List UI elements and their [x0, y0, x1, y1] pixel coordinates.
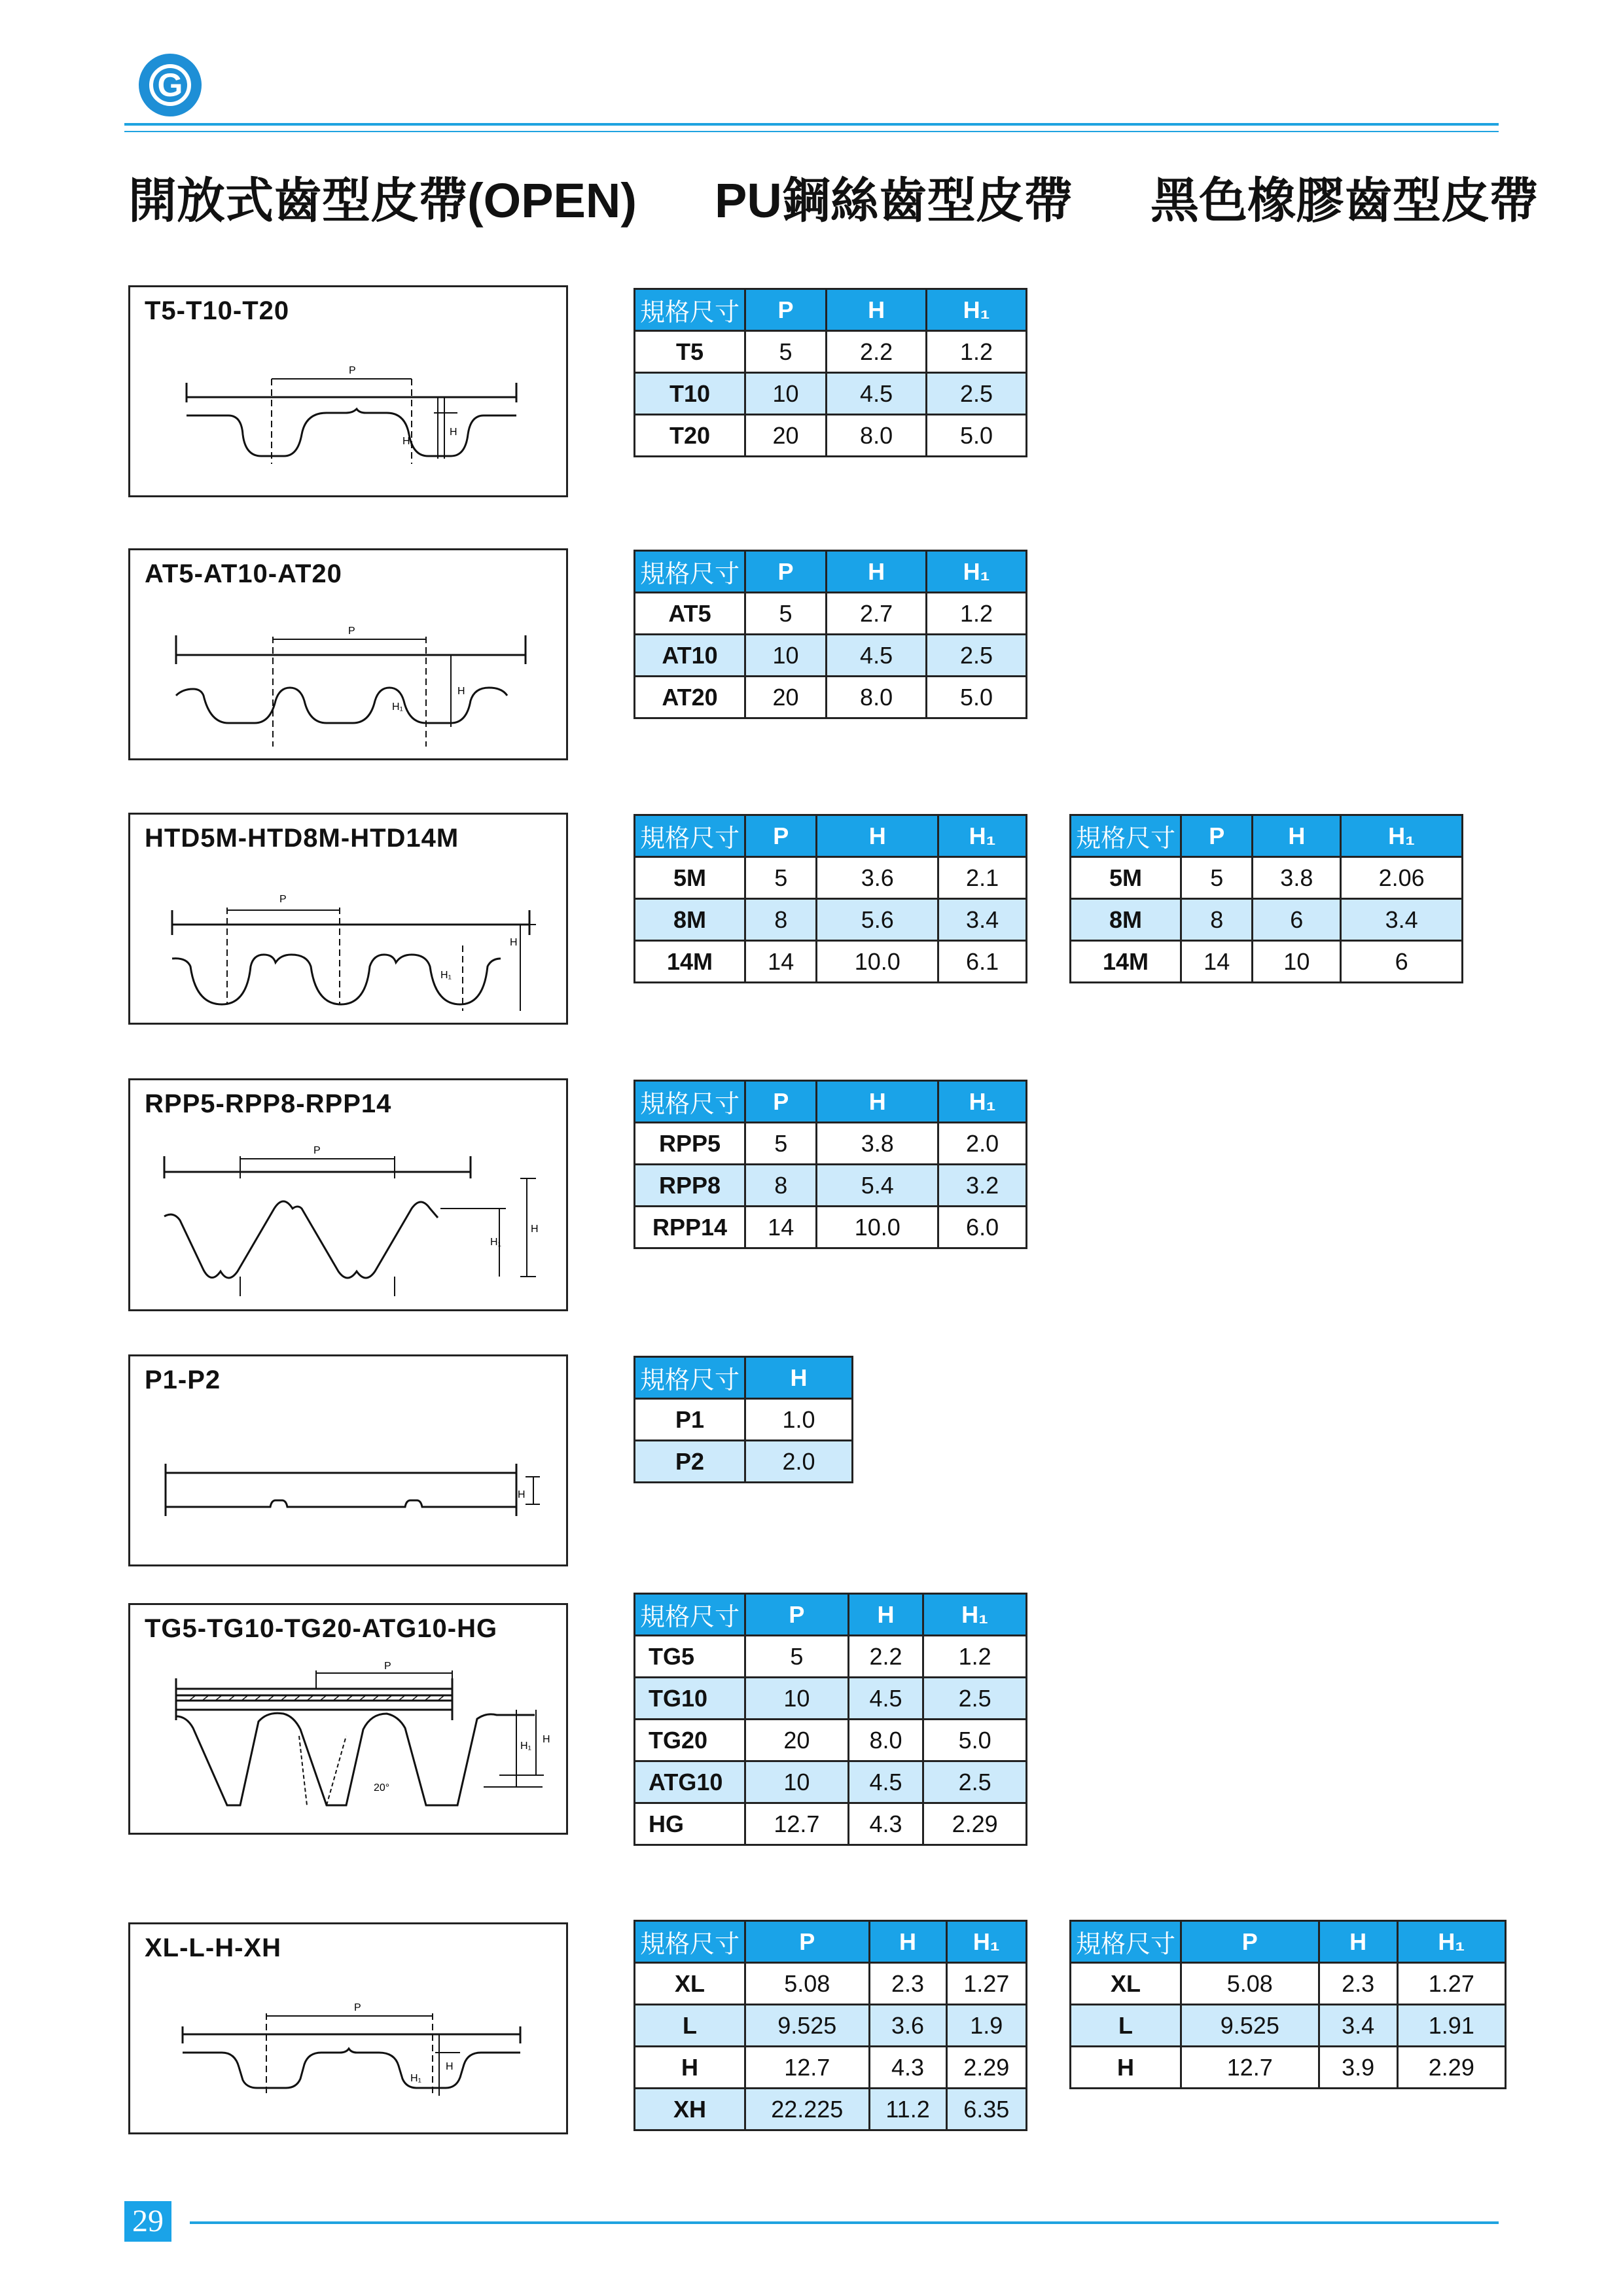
title-rubber-belt: 黑色橡膠齒型皮帶	[1150, 173, 1538, 228]
table-row	[635, 635, 1027, 677]
table-cell: 20	[745, 677, 827, 718]
belt-profile-diagram	[130, 550, 570, 762]
col-header: 規格尺寸	[635, 289, 745, 331]
table-cell: T5	[635, 331, 745, 373]
table-cell: 10.0	[817, 941, 938, 983]
table-cell: XL	[635, 1963, 745, 2005]
table-cell: 2.0	[938, 1123, 1027, 1165]
col-header: H	[817, 815, 938, 857]
table-cell: 4.5	[848, 1678, 923, 1720]
table-cell: 2.06	[1341, 857, 1463, 899]
table-cell: 8	[1181, 899, 1253, 941]
table-cell: ATG10	[635, 1761, 745, 1803]
col-header: P	[745, 1921, 870, 1963]
table-cell: 2.3	[1319, 1963, 1397, 2005]
spec-table-xl-rubber	[1069, 1920, 1507, 2089]
table-cell: 10	[745, 1761, 849, 1803]
table-cell: 2.2	[848, 1636, 923, 1678]
table-header-row	[635, 551, 1027, 593]
table-cell: 4.3	[869, 2047, 946, 2089]
table-header-row	[635, 1594, 1027, 1636]
label-h1: H₁	[402, 436, 414, 447]
table-cell: 20	[745, 415, 827, 457]
table-row	[635, 1636, 1027, 1678]
table-cell: 1.91	[1397, 2005, 1505, 2047]
table-cell: 9.525	[745, 2005, 870, 2047]
table-cell: 10	[745, 1678, 849, 1720]
label-h: H	[450, 427, 457, 438]
company-logo	[139, 54, 202, 116]
table-cell: 4.3	[848, 1803, 923, 1845]
header-rule-top	[124, 123, 1499, 126]
table-row	[635, 1123, 1027, 1165]
belt-profile-diagram	[130, 1356, 570, 1568]
table-cell: 5.4	[817, 1165, 938, 1207]
col-header: H	[848, 1594, 923, 1636]
table-cell: 8M	[1071, 899, 1181, 941]
table-cell: 5M	[1071, 857, 1181, 899]
table-cell: 5	[745, 857, 817, 899]
table-cell: 8	[745, 1165, 817, 1207]
table-header-row	[635, 815, 1027, 857]
table-row	[635, 1207, 1027, 1248]
col-header: H₁	[927, 551, 1027, 593]
col-header: 規格尺寸	[635, 1921, 745, 1963]
table-cell: 5.08	[745, 1963, 870, 2005]
belt-profile-diagram	[130, 1080, 570, 1313]
table-cell: 1.2	[927, 593, 1027, 635]
table-cell: 4.5	[848, 1761, 923, 1803]
diagram-title: HTD5M-HTD8M-HTD14M	[145, 824, 459, 853]
table-cell: 5.0	[927, 677, 1027, 718]
table-cell: TG10	[635, 1678, 745, 1720]
col-header: H	[1253, 815, 1341, 857]
table-cell: 10	[745, 373, 827, 415]
table-header-row	[635, 1081, 1027, 1123]
table-cell: 2.5	[927, 635, 1027, 677]
table-cell: 12.7	[745, 2047, 870, 2089]
diagram-title: XL-L-H-XH	[145, 1934, 281, 1962]
col-header: H	[827, 551, 927, 593]
col-header: 規格尺寸	[635, 815, 745, 857]
title-open-belt: 開放式齒型皮帶(OPEN)	[128, 173, 637, 228]
col-header: 規格尺寸	[1071, 815, 1181, 857]
col-header: 規格尺寸	[635, 551, 745, 593]
table-cell: 20	[745, 1720, 849, 1761]
table-row	[635, 1165, 1027, 1207]
table-cell: 5	[1181, 857, 1253, 899]
table-cell: 2.3	[869, 1963, 946, 2005]
label-h1: H₁	[392, 701, 403, 713]
table-row	[635, 373, 1027, 415]
table-cell: XH	[635, 2089, 745, 2130]
table-row	[635, 331, 1027, 373]
table-cell: T10	[635, 373, 745, 415]
table-header-row	[1071, 815, 1463, 857]
table-row	[635, 2047, 1027, 2089]
table-cell: 11.2	[869, 2089, 946, 2130]
table-cell: 6.1	[938, 941, 1027, 983]
table-cell: P2	[635, 1441, 745, 1483]
col-header: P	[745, 1081, 817, 1123]
table-cell: 5.0	[923, 1720, 1027, 1761]
header-rule-thin	[124, 131, 1499, 132]
table-cell: 1.27	[946, 1963, 1026, 2005]
table-row	[635, 1399, 853, 1441]
table-row	[635, 941, 1027, 983]
table-cell: 10.0	[817, 1207, 938, 1248]
col-header: P	[745, 551, 827, 593]
col-header: H₁	[927, 289, 1027, 331]
label-p: P	[279, 894, 287, 905]
label-h1: H₁	[410, 2073, 421, 2084]
table-cell: 5.08	[1181, 1963, 1319, 2005]
table-row	[635, 2089, 1027, 2130]
label-h: H	[518, 1489, 526, 1500]
table-cell: 5	[745, 1636, 849, 1678]
table-cell: 2.7	[827, 593, 927, 635]
diagram-box-rpp	[128, 1078, 568, 1311]
table-row	[635, 677, 1027, 718]
col-header: H	[827, 289, 927, 331]
label-p: P	[348, 626, 355, 637]
table-cell: 3.6	[869, 2005, 946, 2047]
table-cell: 2.29	[1397, 2047, 1505, 2089]
label-p: P	[313, 1145, 321, 1156]
diagram-box-xl	[128, 1922, 568, 2134]
spec-table-t	[633, 288, 1027, 457]
spec-table-p	[633, 1356, 853, 1483]
table-row	[635, 899, 1027, 941]
col-header: 規格尺寸	[635, 1357, 745, 1399]
table-cell: 2.5	[927, 373, 1027, 415]
table-cell: AT10	[635, 635, 745, 677]
table-row	[635, 1678, 1027, 1720]
table-cell: L	[1071, 2005, 1181, 2047]
table-cell: 1.2	[927, 331, 1027, 373]
table-cell: 6	[1253, 899, 1341, 941]
table-cell: 1.2	[923, 1636, 1027, 1678]
col-header: P	[1181, 1921, 1319, 1963]
table-cell: XL	[1071, 1963, 1181, 2005]
belt-profile-diagram	[130, 287, 570, 499]
col-header: 規格尺寸	[635, 1081, 745, 1123]
diagram-title: RPP5-RPP8-RPP14	[145, 1089, 392, 1118]
col-header: P	[1181, 815, 1253, 857]
table-row	[635, 1761, 1027, 1803]
table-cell: 3.2	[938, 1165, 1027, 1207]
col-header: P	[745, 289, 827, 331]
table-cell: 14M	[1071, 941, 1181, 983]
table-row	[1071, 941, 1463, 983]
table-row	[635, 1963, 1027, 2005]
table-row	[1071, 1963, 1506, 2005]
table-cell: 3.4	[938, 899, 1027, 941]
table-cell: P1	[635, 1399, 745, 1441]
table-cell: 2.5	[923, 1761, 1027, 1803]
table-cell: 1.9	[946, 2005, 1026, 2047]
table-cell: 1.27	[1397, 1963, 1505, 2005]
table-cell: 2.0	[745, 1441, 853, 1483]
table-cell: AT5	[635, 593, 745, 635]
diagram-title: TG5-TG10-TG20-ATG10-HG	[145, 1614, 498, 1643]
spec-table-htd-pu	[633, 814, 1027, 983]
page-number: 29	[124, 2201, 171, 2242]
label-h: H	[543, 1734, 550, 1745]
table-cell: 8.0	[848, 1720, 923, 1761]
title-pu-belt: PU鋼絲齒型皮帶	[715, 173, 1073, 228]
table-cell: TG5	[635, 1636, 745, 1678]
table-cell: 8.0	[827, 415, 927, 457]
label-h: H	[457, 686, 465, 697]
diagram-title: AT5-AT10-AT20	[145, 559, 342, 588]
table-cell: 5M	[635, 857, 745, 899]
col-header: P	[745, 815, 817, 857]
table-row	[1071, 2047, 1506, 2089]
label-h: H	[510, 937, 518, 948]
col-header: 規格尺寸	[1071, 1921, 1181, 1963]
col-header: H₁	[923, 1594, 1027, 1636]
table-cell: RPP14	[635, 1207, 745, 1248]
table-header-row	[1071, 1921, 1506, 1963]
table-cell: AT20	[635, 677, 745, 718]
table-cell: H	[635, 2047, 745, 2089]
table-cell: 3.8	[817, 1123, 938, 1165]
col-header: H₁	[1397, 1921, 1505, 1963]
table-cell: T20	[635, 415, 745, 457]
table-cell: 22.225	[745, 2089, 870, 2130]
diagram-box-htd	[128, 813, 568, 1025]
spec-table-tg	[633, 1593, 1027, 1846]
table-cell: 14	[1181, 941, 1253, 983]
table-cell: RPP5	[635, 1123, 745, 1165]
label-p: P	[354, 2002, 361, 2013]
label-h: H	[446, 2061, 454, 2072]
label-h: H	[531, 1224, 539, 1235]
spec-table-at	[633, 550, 1027, 719]
table-cell: 12.7	[745, 1803, 849, 1845]
table-cell: H	[1071, 2047, 1181, 2089]
table-row	[635, 415, 1027, 457]
table-cell: TG20	[635, 1720, 745, 1761]
table-cell: 3.6	[817, 857, 938, 899]
table-cell: L	[635, 2005, 745, 2047]
table-cell: 12.7	[1181, 2047, 1319, 2089]
col-header: H₁	[946, 1921, 1026, 1963]
col-header: H₁	[938, 815, 1027, 857]
table-row	[635, 593, 1027, 635]
table-cell: 8	[745, 899, 817, 941]
diagram-title: P1-P2	[145, 1366, 221, 1394]
table-cell: 2.2	[827, 331, 927, 373]
table-header-row	[635, 1921, 1027, 1963]
table-cell: 6.0	[938, 1207, 1027, 1248]
table-cell: 3.8	[1253, 857, 1341, 899]
col-header: H	[745, 1357, 853, 1399]
label-h1: H₁	[520, 1740, 531, 1752]
table-row	[635, 2005, 1027, 2047]
table-cell: 2.5	[923, 1678, 1027, 1720]
table-cell: 8.0	[827, 677, 927, 718]
col-header: H	[869, 1921, 946, 1963]
table-header-row	[635, 289, 1027, 331]
diagram-box-p	[128, 1354, 568, 1566]
belt-profile-diagram	[130, 1605, 570, 1837]
col-header: 規格尺寸	[635, 1594, 745, 1636]
footer-rule	[190, 2221, 1499, 2224]
belt-profile-diagram	[130, 815, 570, 1027]
label-h1: H₁	[490, 1237, 501, 1248]
table-cell: 4.5	[827, 373, 927, 415]
label-p: P	[349, 365, 356, 376]
table-row	[635, 857, 1027, 899]
table-row	[1071, 899, 1463, 941]
table-row	[1071, 857, 1463, 899]
table-cell: 5	[745, 331, 827, 373]
table-cell: 5.0	[927, 415, 1027, 457]
table-row	[635, 1720, 1027, 1761]
table-cell: 14	[745, 941, 817, 983]
table-cell: 1.0	[745, 1399, 853, 1441]
spec-table-rpp	[633, 1080, 1027, 1249]
col-header: H	[1319, 1921, 1397, 1963]
table-cell: 5	[745, 593, 827, 635]
table-cell: 10	[745, 635, 827, 677]
table-cell: 9.525	[1181, 2005, 1319, 2047]
table-cell: 3.4	[1341, 899, 1463, 941]
table-header-row	[635, 1357, 853, 1399]
diagram-box-t	[128, 285, 568, 497]
table-cell: RPP8	[635, 1165, 745, 1207]
table-cell: 3.4	[1319, 2005, 1397, 2047]
logo-letter: G	[157, 67, 183, 103]
table-cell: 10	[1253, 941, 1341, 983]
table-cell: HG	[635, 1803, 745, 1845]
spec-table-htd-rubber	[1069, 814, 1463, 983]
table-row	[635, 1803, 1027, 1845]
table-cell: 5.6	[817, 899, 938, 941]
diagram-box-tg	[128, 1603, 568, 1835]
table-cell: 6	[1341, 941, 1463, 983]
col-header: H₁	[1341, 815, 1463, 857]
belt-profile-diagram	[130, 1924, 570, 2136]
table-row	[635, 1441, 853, 1483]
table-cell: 2.29	[946, 2047, 1026, 2089]
col-header: H	[817, 1081, 938, 1123]
label-angle: 20°	[374, 1782, 390, 1793]
col-header: H₁	[938, 1081, 1027, 1123]
table-cell: 14	[745, 1207, 817, 1248]
label-h1: H₁	[440, 970, 452, 981]
label-p: P	[384, 1661, 391, 1672]
diagram-title: T5-T10-T20	[145, 296, 290, 325]
col-header: P	[745, 1594, 849, 1636]
spec-table-xl-pu	[633, 1920, 1027, 2131]
table-cell: 8M	[635, 899, 745, 941]
table-cell: 5	[745, 1123, 817, 1165]
table-cell: 2.29	[923, 1803, 1027, 1845]
table-row	[1071, 2005, 1506, 2047]
table-cell: 14M	[635, 941, 745, 983]
table-cell: 4.5	[827, 635, 927, 677]
table-cell: 3.9	[1319, 2047, 1397, 2089]
table-cell: 6.35	[946, 2089, 1026, 2130]
table-cell: 2.1	[938, 857, 1027, 899]
diagram-box-at	[128, 548, 568, 760]
